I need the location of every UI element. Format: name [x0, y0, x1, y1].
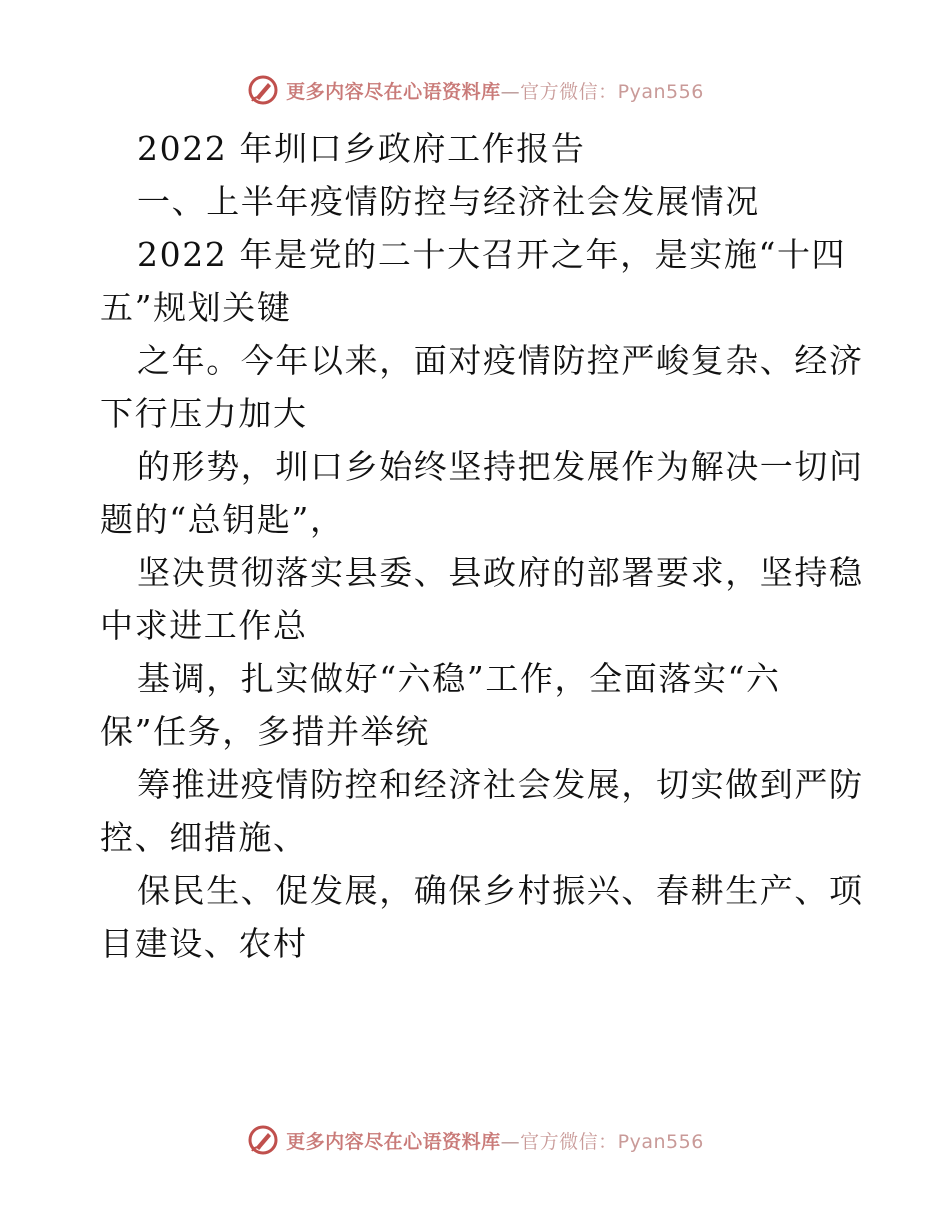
watermark-footer [0, 1120, 950, 1160]
watermark-main-text: 更多内容尽在心语资料库 [286, 80, 501, 103]
paragraph-line: 题的“总钥匙”， [100, 500, 345, 539]
section-heading: 一、上半年疫情防控与经济社会发展情况 [137, 182, 760, 221]
paragraph-line: 坚决贯彻落实县委、县政府的部署要求，坚持稳 [137, 553, 864, 592]
paragraph-line: 保”任务，多措并举统 [100, 712, 430, 751]
paragraph-line: 控、细措施、 [100, 818, 308, 857]
document-title: 2022 年圳口乡政府工作报告 [137, 129, 586, 168]
paragraph-line: 基调，扎实做好“六稳”工作，全面落实“六 [137, 659, 781, 698]
watermark-separator: — [500, 1130, 521, 1153]
paragraph-line: 目建设、农村 [100, 924, 308, 963]
paragraph-line: 五”规划关键 [100, 288, 292, 327]
watermark-separator: — [500, 80, 521, 103]
pen-logo-icon [246, 73, 280, 107]
paragraph-line: 的形势，圳口乡始终坚持把发展作为解决一切问 [137, 447, 864, 486]
paragraph-line: 下行压力加大 [100, 394, 308, 433]
paragraph-line: 筹推进疫情防控和经济社会发展，切实做到严防 [137, 765, 864, 804]
paragraph-line: 之年。今年以来，面对疫情防控严峻复杂、经济 [137, 341, 864, 380]
watermark-main-text: 更多内容尽在心语资料库 [286, 1130, 501, 1153]
watermark-contact: 官方微信：Pyan556 [520, 1130, 704, 1153]
watermark-contact: 官方微信：Pyan556 [520, 80, 704, 103]
paragraph-line: 保民生、促发展，确保乡村振兴、春耕生产、项 [137, 871, 864, 910]
paragraph-line: 2022 年是党的二十大召开之年，是实施“十四 [137, 235, 847, 274]
document-body [100, 122, 864, 970]
pen-logo-icon [246, 1123, 280, 1157]
paragraph-line: 中求进工作总 [100, 606, 308, 645]
watermark-header [0, 70, 950, 110]
